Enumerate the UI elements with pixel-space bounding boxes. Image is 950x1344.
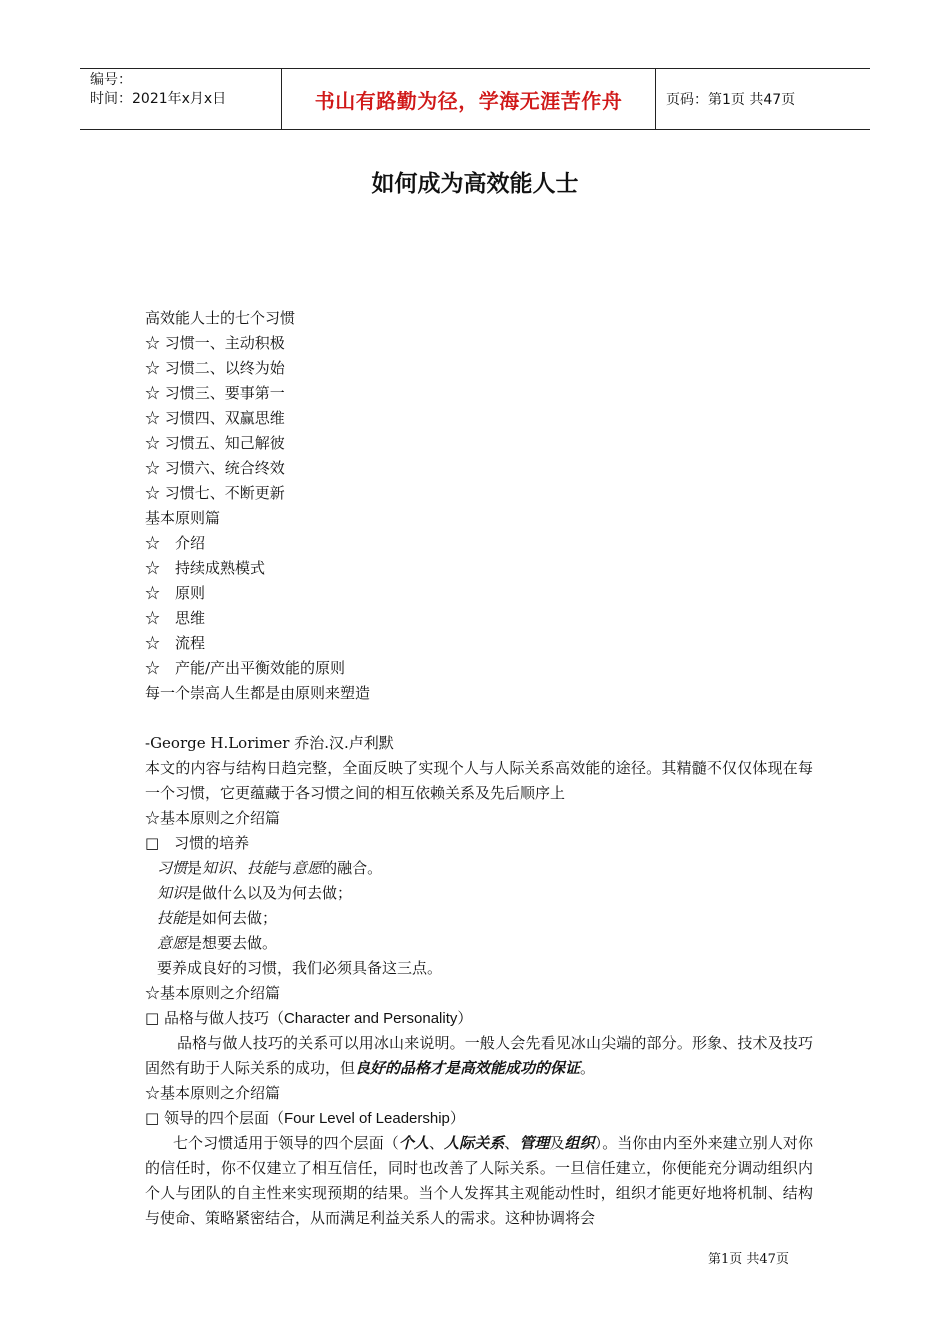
leadership-paragraph: 七个习惯适用于领导的四个层面（个人、人际关系、管理及组织）。当你由内至外来建立别人对你的信任时，你不仅建立了相互信任，同时也改善了人际关系。一旦信任建立，你便能充分调动组织内个人与团队的自主性来实现预期的结果。当个人发挥其主观能动性时，组织才能更好地将机制、结构与使命、策略紧密结合，从而满足利益关系人的需求。这种协调将会 [145,1134,813,1227]
skill-definition: 技能是如何去做； [157,909,278,927]
principle-item: ☆ 流程 [145,634,206,652]
number-label: 编号： [90,72,132,88]
principle-item: ☆ 原则 [145,584,206,602]
toc-habit: ☆ 习惯七、不断更新 [145,484,285,502]
section-subtitle: □ 习惯的培养 [145,834,250,852]
principle-item: ☆ 产能/产出平衡效能的原则 [145,659,346,677]
toc-habit: ☆ 习惯五、知己解彼 [145,434,285,452]
toc-habit: ☆ 习惯六、统合终效 [145,459,285,477]
need-three: 要养成良好的习惯，我们必须具备这三点。 [157,959,443,977]
toc-habit: ☆ 习惯二、以终为始 [145,359,285,377]
principle-item: ☆ 介绍 [145,534,206,552]
section-subtitle: □ 品格与做人技巧（Character and Personality） [145,1009,473,1027]
blank-line [145,706,813,731]
quote: 每一个崇高人生都是由原则来塑造 [145,684,371,702]
header-meta [80,69,282,129]
toc-habit: ☆ 习惯一、主动积极 [145,334,285,352]
header-page-info: 页码：第1页 共47页 [666,92,796,108]
toc-habit: ☆ 习惯三、要事第一 [145,384,285,402]
time-label: 时间：2021年x月x日 [90,91,227,107]
habit-definition: 习惯是知识、技能与意愿的融合。 [157,859,383,877]
document-body [145,306,813,1231]
attribution: -George H.Lorimer 乔治.汉.卢利默 [145,734,394,752]
intro-paragraph: 本文的内容与结构日趋完整，全面反映了实现个人与人际关系高效能的途径。其精髓不仅仅体现在每一个习惯，它更蕴藏于各习惯之间的相互依赖关系及先后顺序上 [145,759,813,802]
toc-heading: 高效能人士的七个习惯 [145,309,296,327]
principle-item: ☆ 持续成熟模式 [145,559,266,577]
section-title: ☆基本原则之介绍篇 [145,984,281,1002]
section-subtitle: □ 领导的四个层面（Four Level of Leadership） [145,1109,465,1127]
desire-definition: 意愿是想要去做。 [157,934,278,952]
knowledge-definition: 知识是做什么以及为何去做； [157,884,353,902]
document-header [80,68,870,130]
character-paragraph: 品格与做人技巧的关系可以用冰山来说明。一般人会先看见冰山尖端的部分。形象、技术及技巧固然有助于人际关系的成功，但良好的品格才是高效能成功的保证。 [145,1034,813,1077]
toc-habit: ☆ 习惯四、双赢思维 [145,409,285,427]
section-title: ☆基本原则之介绍篇 [145,1084,281,1102]
page-footer: 第1页 共47页 [708,1252,789,1267]
header-motto: 书山有路勤为径，学海无涯苦作舟 [282,69,656,129]
principles-heading: 基本原则篇 [145,509,221,527]
document-title: 如何成为高效能人士 [371,171,579,197]
principle-item: ☆ 思维 [145,609,206,627]
section-title: ☆基本原则之介绍篇 [145,809,281,827]
